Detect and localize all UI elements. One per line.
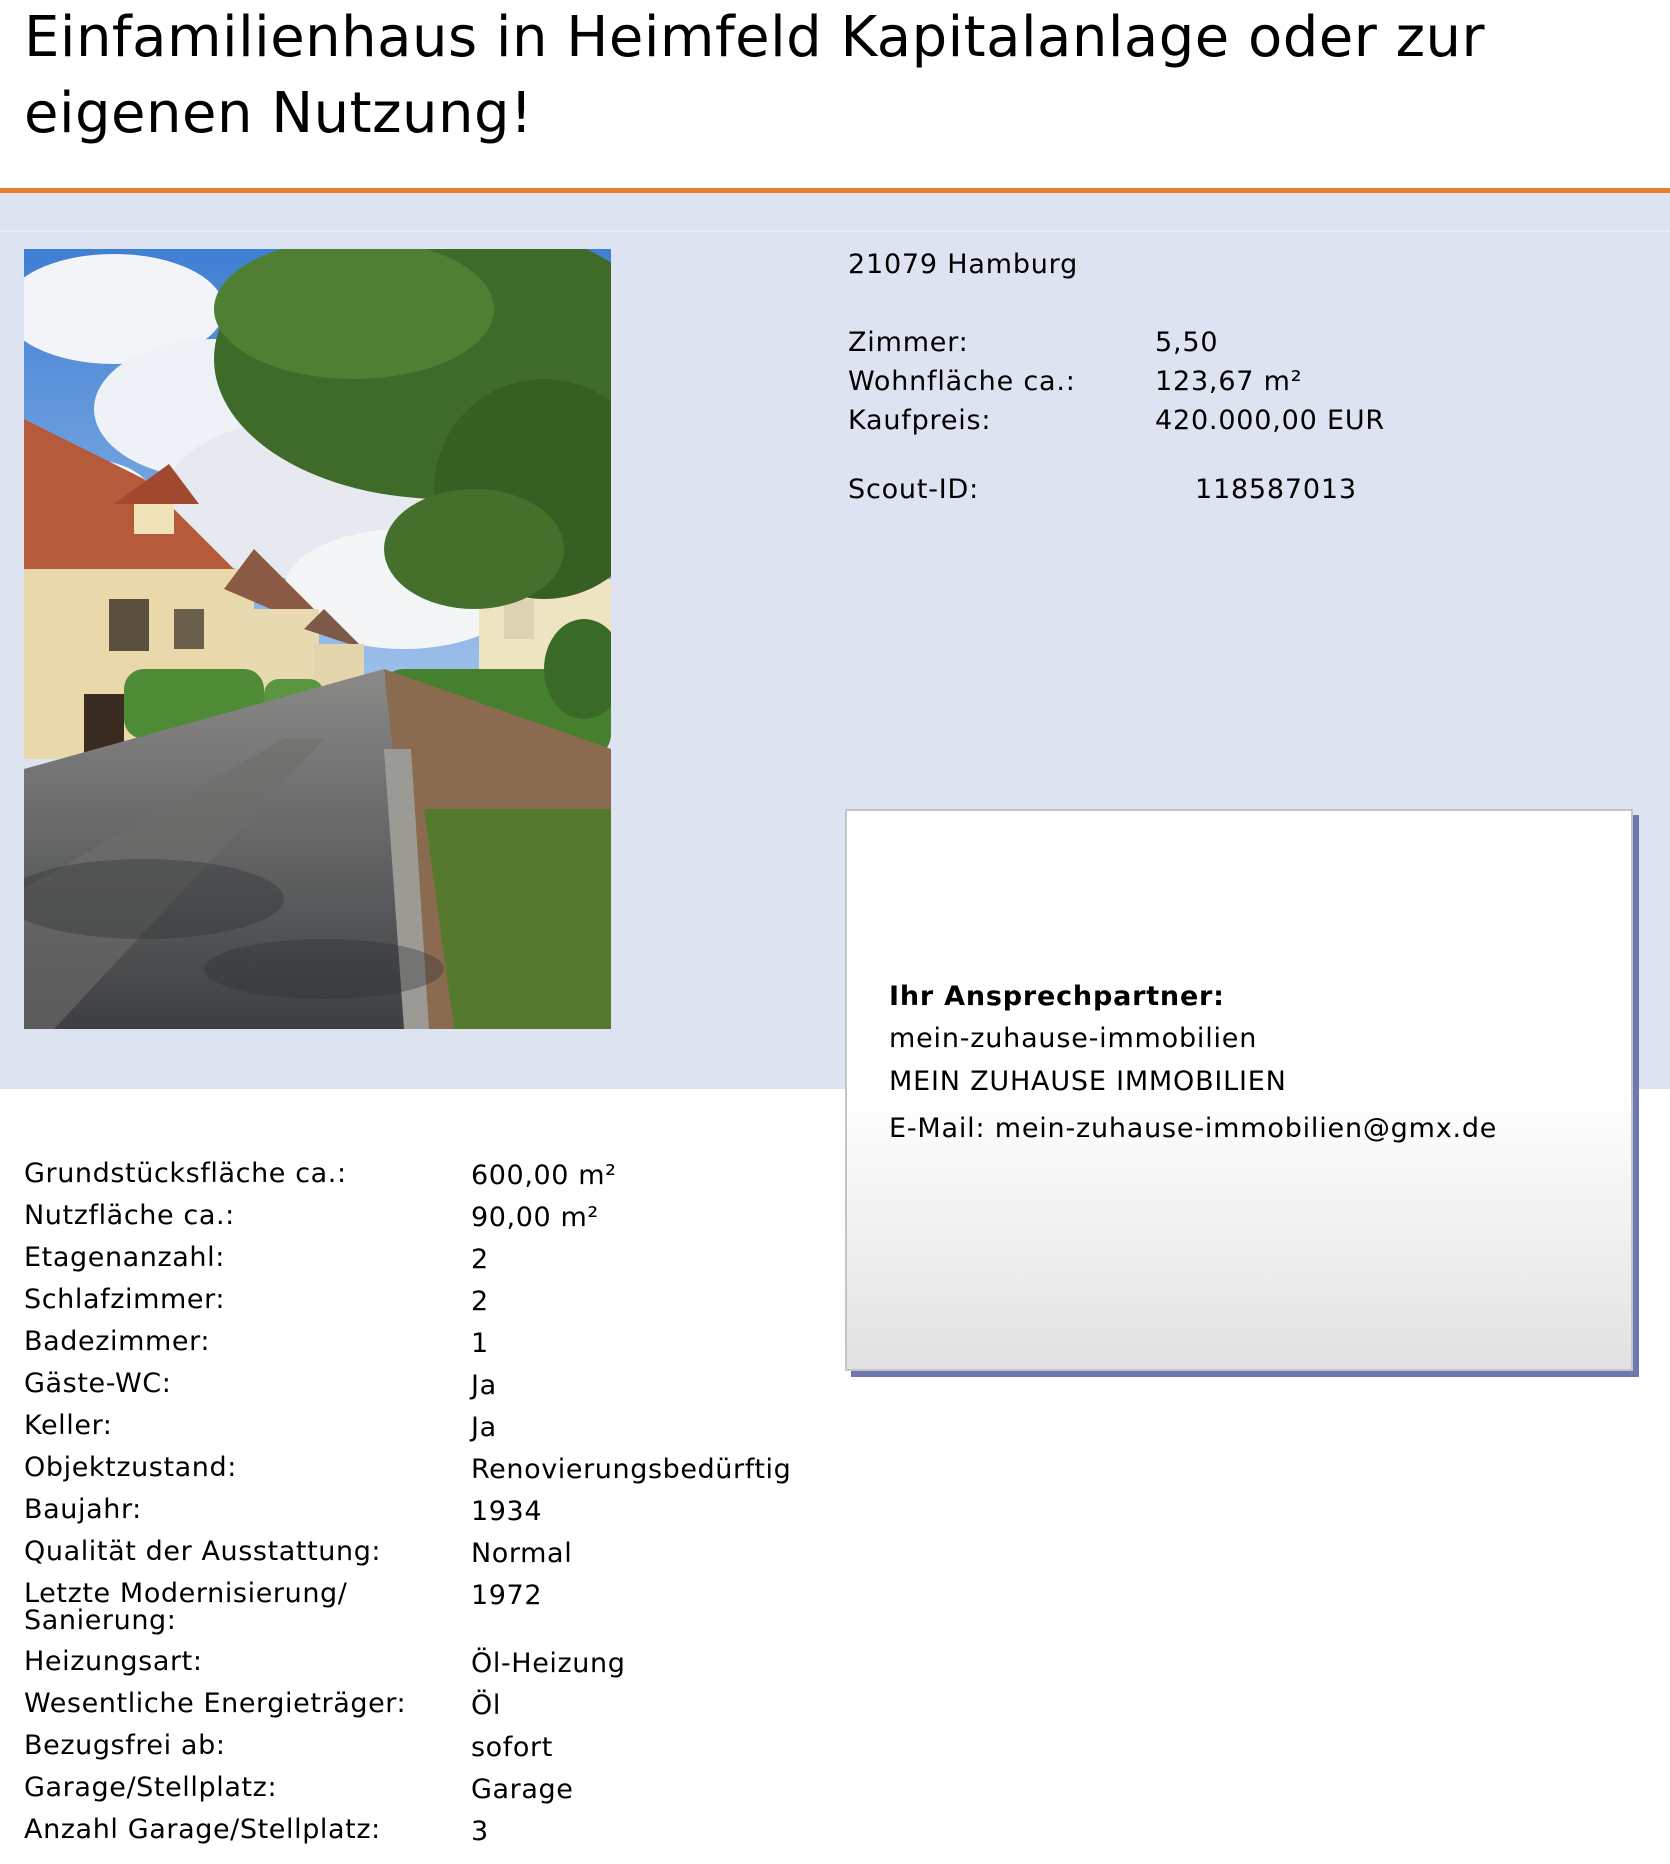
detail-value: sofort bbox=[471, 1732, 553, 1763]
detail-value: Ja bbox=[471, 1412, 497, 1443]
contact-name: mein-zuhause-immobilien bbox=[889, 1023, 1258, 1054]
property-photo-image bbox=[24, 249, 611, 1029]
detail-value: Renovierungsbedürftig bbox=[471, 1454, 792, 1485]
scout-id-label: Scout-ID: bbox=[848, 474, 979, 505]
page-title: Einfamilienhaus in Heimfeld Kapitalanlage oder zur eigenen Nutzung! bbox=[24, 5, 1485, 146]
detail-value: 600,00 m² bbox=[471, 1160, 617, 1191]
detail-value: 2 bbox=[471, 1286, 489, 1317]
detail-label: Objektzustand: bbox=[24, 1452, 237, 1483]
detail-label: Gäste-WC: bbox=[24, 1368, 172, 1399]
property-photo bbox=[24, 249, 611, 1029]
living-area-label: Wohnfläche ca.: bbox=[848, 366, 1076, 397]
detail-label: Baujahr: bbox=[24, 1494, 142, 1525]
contact-company: MEIN ZUHAUSE IMMOBILIEN bbox=[889, 1066, 1287, 1097]
detail-value: 1934 bbox=[471, 1496, 543, 1527]
price-value: 420.000,00 EUR bbox=[1155, 405, 1385, 436]
detail-value: 1 bbox=[471, 1328, 489, 1359]
detail-value: Normal bbox=[471, 1538, 573, 1569]
detail-label: Nutzfläche ca.: bbox=[24, 1200, 235, 1231]
detail-label: Keller: bbox=[24, 1410, 113, 1441]
detail-label: Etagenanzahl: bbox=[24, 1242, 225, 1273]
detail-value: 2 bbox=[471, 1244, 489, 1275]
detail-label: Schlafzimmer: bbox=[24, 1284, 226, 1315]
detail-value: Ja bbox=[471, 1370, 497, 1401]
scout-id-value: 118587013 bbox=[1195, 474, 1357, 505]
detail-label: Anzahl Garage/Stellplatz: bbox=[24, 1814, 381, 1845]
detail-value: 1972 bbox=[471, 1580, 543, 1611]
detail-value: 3 bbox=[471, 1816, 489, 1847]
detail-label: Wesentliche Energieträger: bbox=[24, 1688, 407, 1719]
location: 21079 Hamburg bbox=[848, 249, 1079, 280]
detail-label: Qualität der Ausstattung: bbox=[24, 1536, 382, 1567]
detail-value: Öl-Heizung bbox=[471, 1648, 626, 1679]
detail-label: Bezugsfrei ab: bbox=[24, 1730, 226, 1761]
living-area-value: 123,67 m² bbox=[1155, 366, 1303, 397]
rooms-value: 5,50 bbox=[1155, 327, 1219, 358]
detail-value: Garage bbox=[471, 1774, 574, 1805]
detail-value: Öl bbox=[471, 1690, 501, 1721]
band-strip bbox=[0, 230, 1670, 232]
detail-value: 90,00 m² bbox=[471, 1202, 599, 1233]
rooms-label: Zimmer: bbox=[848, 327, 969, 358]
detail-label: Grundstücksfläche ca.: bbox=[24, 1158, 347, 1189]
detail-label: Letzte Modernisierung/ Sanierung: bbox=[24, 1578, 348, 1636]
contact-card bbox=[845, 809, 1633, 1371]
detail-label: Heizungsart: bbox=[24, 1646, 203, 1677]
contact-email[interactable]: E-Mail: mein-zuhause-immobilien@gmx.de bbox=[889, 1113, 1498, 1144]
price-label: Kaufpreis: bbox=[848, 405, 992, 436]
contact-heading: Ihr Ansprechpartner: bbox=[889, 981, 1225, 1012]
detail-label: Garage/Stellplatz: bbox=[24, 1772, 278, 1803]
detail-label: Badezimmer: bbox=[24, 1326, 211, 1357]
